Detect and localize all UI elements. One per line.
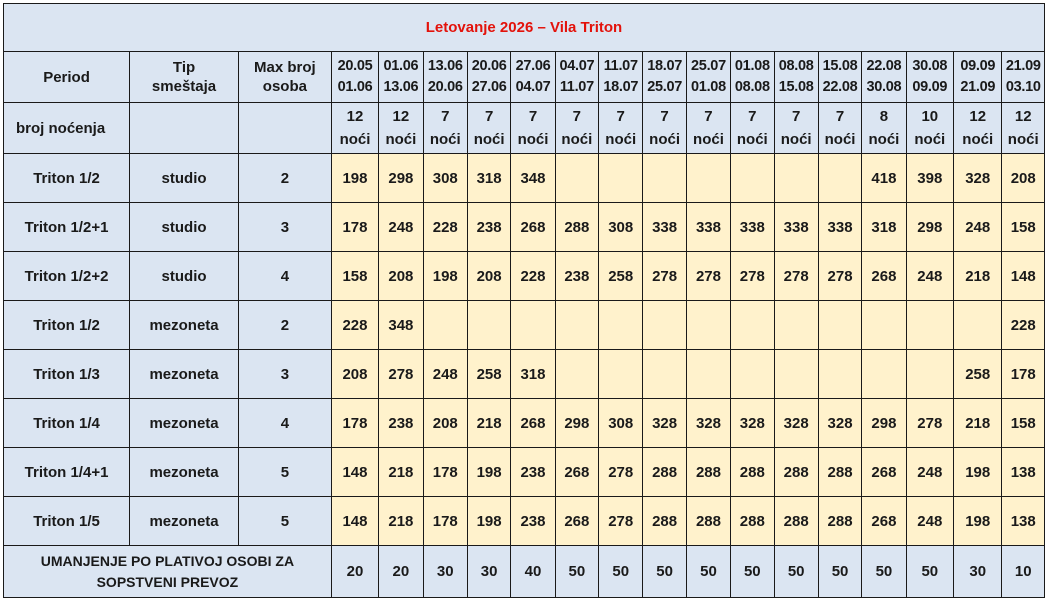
nights-empty-cell [239, 103, 332, 154]
price-cell [818, 301, 861, 350]
nights-unit: noći [1007, 131, 1039, 148]
price-cell: 288 [686, 497, 730, 546]
price-cell: 298 [555, 399, 598, 448]
nights-cell [423, 103, 467, 154]
nights-count: 12 [969, 108, 987, 125]
price-cell: 228 [511, 252, 555, 301]
price-cell [862, 301, 906, 350]
price-cell [599, 154, 643, 203]
price-cell: 398 [906, 154, 953, 203]
price-cell [731, 154, 774, 203]
price-cell [731, 350, 774, 399]
period-to: 03.10 [1005, 79, 1041, 95]
discount-value: 50 [906, 546, 953, 598]
price-cell [774, 301, 818, 350]
price-cell [511, 301, 555, 350]
period-to: 09.09 [912, 79, 948, 95]
price-cell: 318 [467, 154, 510, 203]
price-cell [467, 301, 510, 350]
unit-name: Triton 1/5 [4, 497, 130, 546]
price-cell [686, 350, 730, 399]
period-to: 27.06 [471, 79, 507, 95]
price-cell: 268 [862, 252, 906, 301]
nights-unit: noći [561, 131, 593, 148]
price-cell: 158 [331, 252, 378, 301]
period-date-header [1002, 52, 1045, 103]
table-row [4, 399, 1045, 448]
nights-cell [954, 103, 1002, 154]
period-from: 09.09 [960, 58, 996, 74]
nights-unit: noći [914, 131, 946, 148]
discount-label [4, 546, 332, 598]
nights-unit: noći [605, 131, 637, 148]
period-to: 01.06 [337, 79, 373, 95]
discount-value: 50 [818, 546, 861, 598]
nights-count: 7 [441, 108, 450, 125]
type-header-line2: smeštaja [151, 78, 217, 95]
period-from: 01.06 [383, 58, 419, 74]
price-cell: 228 [1002, 301, 1045, 350]
period-from: 08.08 [778, 58, 814, 74]
unit-name: Triton 1/2 [4, 301, 130, 350]
price-cell: 228 [423, 203, 467, 252]
discount-value: 50 [774, 546, 818, 598]
nights-count: 12 [346, 108, 364, 125]
discount-value: 30 [954, 546, 1002, 598]
price-cell: 238 [467, 203, 510, 252]
nights-label: broj noćenja [4, 103, 130, 154]
price-cell: 328 [954, 154, 1002, 203]
unit-type: studio [130, 203, 239, 252]
nights-cell [379, 103, 423, 154]
nights-unit: noći [517, 131, 549, 148]
price-cell: 268 [511, 203, 555, 252]
price-cell: 338 [643, 203, 686, 252]
nights-cell [467, 103, 510, 154]
price-cell: 158 [1002, 399, 1045, 448]
price-cell: 338 [731, 203, 774, 252]
price-cell: 178 [331, 203, 378, 252]
nights-count: 7 [748, 108, 757, 125]
unit-type: mezoneta [130, 301, 239, 350]
price-cell: 268 [511, 399, 555, 448]
unit-max-persons: 4 [239, 252, 332, 301]
period-date-header [331, 52, 378, 103]
price-cell: 198 [954, 448, 1002, 497]
table-row [4, 252, 1045, 301]
price-cell: 298 [862, 399, 906, 448]
table-row [4, 350, 1045, 399]
period-header: Period [4, 52, 130, 103]
nights-count: 7 [835, 108, 845, 125]
price-cell [906, 301, 953, 350]
nights-cell [555, 103, 598, 154]
period-to: 25.07 [647, 79, 682, 95]
period-date-header [599, 52, 643, 103]
nights-cell [686, 103, 730, 154]
discount-value: 20 [331, 546, 378, 598]
price-cell: 268 [862, 448, 906, 497]
period-date-header [954, 52, 1002, 103]
type-header-line1: Tip [172, 59, 196, 76]
price-cell: 328 [774, 399, 818, 448]
price-cell: 288 [818, 497, 861, 546]
nights-cell [862, 103, 906, 154]
price-cell: 148 [1002, 252, 1045, 301]
unit-max-persons: 3 [239, 350, 332, 399]
period-date-header [862, 52, 906, 103]
period-date-header [467, 52, 510, 103]
discount-value: 50 [555, 546, 598, 598]
price-cell [818, 350, 861, 399]
period-date-header [423, 52, 467, 103]
nights-cell [906, 103, 953, 154]
nights-count: 7 [616, 108, 625, 125]
period-to: 01.08 [691, 79, 726, 95]
price-cell: 198 [467, 448, 510, 497]
nights-cell [818, 103, 861, 154]
price-cell: 278 [731, 252, 774, 301]
price-cell: 178 [423, 448, 467, 497]
unit-max-persons: 5 [239, 448, 332, 497]
unit-type: mezoneta [130, 350, 239, 399]
unit-name: Triton 1/4 [4, 399, 130, 448]
period-to: 04.07 [515, 79, 551, 95]
price-cell [686, 154, 730, 203]
period-date-header [906, 52, 953, 103]
price-cell: 158 [1002, 203, 1045, 252]
price-cell [774, 350, 818, 399]
price-cell: 178 [331, 399, 378, 448]
period-from: 04.07 [559, 58, 595, 74]
price-cell: 208 [331, 350, 378, 399]
period-date-header [555, 52, 598, 103]
max-header-line1: Max broj [254, 59, 316, 76]
period-from: 11.07 [603, 58, 638, 74]
price-cell: 228 [331, 301, 378, 350]
nights-unit: noći [868, 131, 900, 148]
price-cell: 148 [331, 448, 378, 497]
price-cell [954, 301, 1002, 350]
unit-name: Triton 1/2+2 [4, 252, 130, 301]
price-cell: 138 [1002, 497, 1045, 546]
price-cell: 288 [774, 448, 818, 497]
price-cell: 198 [467, 497, 510, 546]
discount-value: 40 [511, 546, 555, 598]
price-cell [555, 301, 598, 350]
price-cell: 218 [954, 399, 1002, 448]
price-cell: 278 [599, 448, 643, 497]
price-cell: 258 [954, 350, 1002, 399]
period-from: 25.07 [691, 58, 726, 74]
price-cell: 238 [511, 497, 555, 546]
price-cell: 278 [643, 252, 686, 301]
price-cell [423, 301, 467, 350]
period-date-header [731, 52, 774, 103]
period-from: 20.06 [471, 58, 507, 74]
table-row [4, 497, 1045, 546]
nights-unit: noći [473, 131, 505, 148]
period-from: 01.08 [734, 58, 770, 74]
price-cell: 218 [379, 448, 423, 497]
price-cell: 138 [1002, 448, 1045, 497]
period-to: 21.09 [960, 79, 996, 95]
price-cell [731, 301, 774, 350]
price-cell: 318 [862, 203, 906, 252]
nights-cell [774, 103, 818, 154]
nights-unit: noći [339, 131, 371, 148]
price-cell: 238 [511, 448, 555, 497]
price-cell: 298 [379, 154, 423, 203]
unit-type: studio [130, 154, 239, 203]
type-header [130, 52, 239, 103]
unit-max-persons: 5 [239, 497, 332, 546]
unit-name: Triton 1/4+1 [4, 448, 130, 497]
nights-unit: noći [649, 131, 680, 148]
period-to: 20.06 [427, 79, 463, 95]
price-cell: 208 [379, 252, 423, 301]
table-row [4, 448, 1045, 497]
discount-label-line2: SOPSTVENI PREVOZ [96, 573, 239, 590]
period-from: 21.09 [1005, 58, 1041, 74]
price-cell: 248 [906, 252, 953, 301]
price-cell: 248 [423, 350, 467, 399]
price-cell: 308 [423, 154, 467, 203]
price-cell: 288 [731, 497, 774, 546]
unit-name: Triton 1/2 [4, 154, 130, 203]
price-cell: 308 [599, 203, 643, 252]
period-date-header [818, 52, 861, 103]
price-cell: 328 [643, 399, 686, 448]
price-cell [599, 301, 643, 350]
price-cell: 328 [686, 399, 730, 448]
price-cell [555, 350, 598, 399]
price-cell [686, 301, 730, 350]
price-cell: 238 [555, 252, 598, 301]
unit-type: mezoneta [130, 497, 239, 546]
price-cell: 288 [686, 448, 730, 497]
price-cell: 198 [331, 154, 378, 203]
price-cell: 338 [818, 203, 861, 252]
period-to: 15.08 [778, 79, 814, 95]
discount-value: 50 [599, 546, 643, 598]
period-date-header [643, 52, 686, 103]
price-cell [555, 154, 598, 203]
discount-value: 10 [1002, 546, 1045, 598]
price-cell [643, 154, 686, 203]
discount-value: 50 [862, 546, 906, 598]
price-cell: 328 [818, 399, 861, 448]
period-from: 22.08 [866, 58, 902, 74]
price-cell: 198 [954, 497, 1002, 546]
nights-unit: noći [736, 131, 768, 148]
price-cell: 278 [379, 350, 423, 399]
period-from: 18.07 [647, 58, 682, 74]
price-cell: 208 [467, 252, 510, 301]
price-cell: 248 [906, 448, 953, 497]
unit-max-persons: 2 [239, 301, 332, 350]
price-cell: 208 [1002, 154, 1045, 203]
table-row [4, 154, 1045, 203]
price-cell: 278 [818, 252, 861, 301]
nights-unit: noći [962, 131, 994, 148]
price-cell: 248 [906, 497, 953, 546]
nights-cell [731, 103, 774, 154]
price-cell: 418 [862, 154, 906, 203]
table-title: Letovanje 2026 – Vila Triton [4, 4, 1045, 52]
unit-type: mezoneta [130, 448, 239, 497]
nights-count: 7 [660, 108, 669, 125]
price-cell: 348 [511, 154, 555, 203]
price-cell: 258 [467, 350, 510, 399]
period-to: 18.07 [603, 79, 639, 95]
price-cell: 278 [599, 497, 643, 546]
max-persons-header [239, 52, 332, 103]
price-cell: 268 [862, 497, 906, 546]
period-date-header [686, 52, 730, 103]
price-cell: 288 [774, 497, 818, 546]
period-from: 30.08 [912, 58, 948, 74]
period-to: 08.08 [734, 79, 770, 95]
price-cell: 348 [379, 301, 423, 350]
price-cell: 268 [555, 448, 598, 497]
unit-type: studio [130, 252, 239, 301]
price-cell [862, 350, 906, 399]
discount-value: 30 [423, 546, 467, 598]
price-cell: 208 [423, 399, 467, 448]
period-from: 15.08 [822, 58, 858, 74]
price-cell [906, 350, 953, 399]
max-header-line2: osoba [262, 78, 307, 95]
discount-value: 20 [379, 546, 423, 598]
nights-count: 12 [392, 108, 410, 125]
nights-cell [643, 103, 686, 154]
discount-value: 50 [731, 546, 774, 598]
price-cell: 178 [423, 497, 467, 546]
price-cell: 278 [774, 252, 818, 301]
price-cell: 288 [818, 448, 861, 497]
table-row [4, 301, 1045, 350]
price-cell: 148 [331, 497, 378, 546]
nights-cell [599, 103, 643, 154]
unit-max-persons: 3 [239, 203, 332, 252]
price-cell: 258 [599, 252, 643, 301]
price-cell: 318 [511, 350, 555, 399]
nights-count: 7 [792, 108, 801, 125]
period-from: 13.06 [427, 58, 463, 74]
table-row [4, 203, 1045, 252]
unit-type: mezoneta [130, 399, 239, 448]
price-cell: 338 [686, 203, 730, 252]
nights-unit: noći [824, 131, 856, 148]
price-cell: 218 [379, 497, 423, 546]
period-to: 11.07 [559, 79, 594, 95]
nights-count: 7 [704, 108, 713, 125]
period-date-header [379, 52, 423, 103]
discount-row [4, 546, 1045, 598]
nights-unit: noći [780, 131, 812, 148]
period-to: 13.06 [383, 79, 419, 95]
price-cell: 288 [643, 448, 686, 497]
discount-value: 30 [467, 546, 510, 598]
period-to: 30.08 [866, 79, 902, 95]
price-cell: 248 [954, 203, 1002, 252]
period-date-header [774, 52, 818, 103]
price-cell: 338 [774, 203, 818, 252]
price-cell: 288 [643, 497, 686, 546]
nights-count: 10 [921, 108, 939, 125]
price-cell: 328 [731, 399, 774, 448]
period-from: 20.05 [337, 58, 373, 74]
price-cell: 238 [379, 399, 423, 448]
nights-unit: noći [693, 131, 724, 148]
period-date-header [511, 52, 555, 103]
nights-unit: noći [385, 131, 417, 148]
nights-count: 7 [528, 108, 538, 125]
price-cell [643, 350, 686, 399]
price-cell: 268 [555, 497, 598, 546]
price-cell: 278 [906, 399, 953, 448]
price-cell: 288 [555, 203, 598, 252]
price-cell [818, 154, 861, 203]
price-cell [599, 350, 643, 399]
nights-empty-cell [130, 103, 239, 154]
unit-name: Triton 1/3 [4, 350, 130, 399]
price-cell: 178 [1002, 350, 1045, 399]
nights-count: 12 [1014, 108, 1032, 125]
nights-cell [511, 103, 555, 154]
unit-max-persons: 2 [239, 154, 332, 203]
price-cell: 198 [423, 252, 467, 301]
price-cell [643, 301, 686, 350]
unit-max-persons: 4 [239, 399, 332, 448]
nights-cell [1002, 103, 1045, 154]
period-to: 22.08 [822, 79, 858, 95]
price-table [3, 3, 1045, 598]
price-cell: 218 [467, 399, 510, 448]
price-cell: 308 [599, 399, 643, 448]
price-cell: 288 [731, 448, 774, 497]
price-cell: 298 [906, 203, 953, 252]
price-cell: 248 [379, 203, 423, 252]
price-cell [774, 154, 818, 203]
discount-value: 50 [686, 546, 730, 598]
unit-name: Triton 1/2+1 [4, 203, 130, 252]
nights-unit: noći [429, 131, 461, 148]
price-cell: 278 [686, 252, 730, 301]
nights-count: 7 [572, 108, 582, 125]
nights-count: 7 [484, 108, 494, 125]
nights-cell [331, 103, 378, 154]
period-from: 27.06 [515, 58, 551, 74]
price-cell: 218 [954, 252, 1002, 301]
nights-count: 8 [879, 108, 889, 125]
discount-value: 50 [643, 546, 686, 598]
discount-label-line1: UMANJENJE PO PLATIVOJ OSOBI ZA [40, 552, 295, 569]
